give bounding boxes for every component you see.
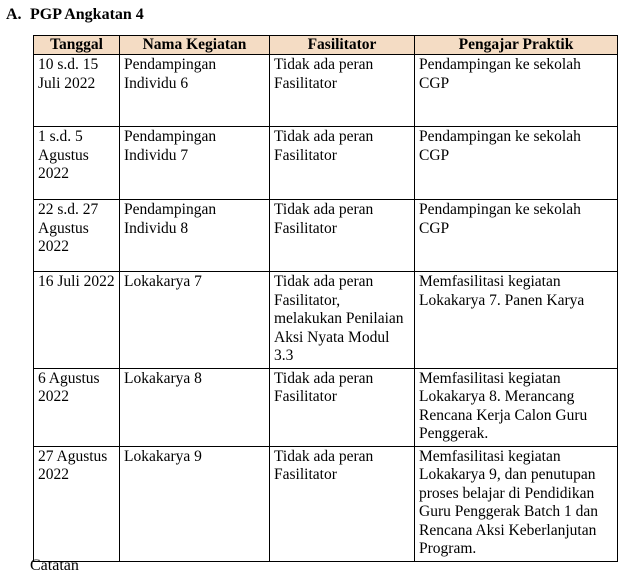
- cell-nama-kegiatan: Lokakarya 7: [120, 272, 270, 369]
- cell-tanggal: 16 Juli 2022: [34, 272, 120, 369]
- cell-tanggal: 27 Agustus 2022: [34, 446, 120, 561]
- cell-tanggal: 10 s.d. 15 Juli 2022: [34, 55, 120, 127]
- table-row: [34, 272, 618, 369]
- header-nama-kegiatan: Nama Kegiatan: [120, 36, 270, 55]
- cell-fasilitator: Tidak ada peran Fasilitator: [270, 368, 415, 446]
- section-title: PGP Angkatan 4: [30, 6, 144, 23]
- cell-tanggal: 22 s.d. 27 Agustus 2022: [34, 200, 120, 272]
- cell-nama-kegiatan: Lokakarya 8: [120, 368, 270, 446]
- header-tanggal: Tanggal: [34, 36, 120, 55]
- header-fasilitator: Fasilitator: [270, 36, 415, 55]
- table-header-row: [34, 36, 618, 55]
- table-row: [34, 55, 618, 127]
- cell-fasilitator: Tidak ada peran Fasilitator: [270, 446, 415, 561]
- cell-nama-kegiatan: Lokakarya 9: [120, 446, 270, 561]
- header-pengajar-praktik: Pengajar Praktik: [415, 36, 618, 55]
- cell-tanggal: 1 s.d. 5 Agustus 2022: [34, 127, 120, 200]
- note-heading: Catatan: [30, 557, 79, 574]
- section-heading: [6, 5, 144, 25]
- table-row: [34, 446, 618, 561]
- cell-pengajar-praktik: Memfasilitasi kegiatan Lokakarya 8. Merancang Rencana Kerja Calon Guru Penggerak.: [415, 368, 618, 446]
- cell-fasilitator: Tidak ada peran Fasilitator: [270, 200, 415, 272]
- table-row: [34, 200, 618, 272]
- cell-tanggal: 6 Agustus 2022: [34, 368, 120, 446]
- schedule-table: [33, 35, 618, 562]
- cell-nama-kegiatan: Pendampingan Individu 6: [120, 55, 270, 127]
- cell-fasilitator: Tidak ada peran Fasilitator, melakukan Penilaian Aksi Nyata Modul 3.3: [270, 272, 415, 369]
- cell-pengajar-praktik: Pendampingan ke sekolah CGP: [415, 55, 618, 127]
- cell-pengajar-praktik: Pendampingan ke sekolah CGP: [415, 200, 618, 272]
- table-row: [34, 127, 618, 200]
- cell-nama-kegiatan: Pendampingan Individu 7: [120, 127, 270, 200]
- cell-fasilitator: Tidak ada peran Fasilitator: [270, 127, 415, 200]
- cell-fasilitator: Tidak ada peran Fasilitator: [270, 55, 415, 127]
- section-letter: A.: [6, 6, 22, 23]
- cell-pengajar-praktik: Memfasilitasi kegiatan Lokakarya 7. Panen Karya: [415, 272, 618, 369]
- cell-pengajar-praktik: Pendampingan ke sekolah CGP: [415, 127, 618, 200]
- cell-nama-kegiatan: Pendampingan Individu 8: [120, 200, 270, 272]
- cell-pengajar-praktik: Memfasilitasi kegiatan Lokakarya 9, dan penutupan proses belajar di Pendidikan Guru Penggerak Batch 1 dan Rencana Aksi Keberlanjutan Program.: [415, 446, 618, 561]
- table-row: [34, 368, 618, 446]
